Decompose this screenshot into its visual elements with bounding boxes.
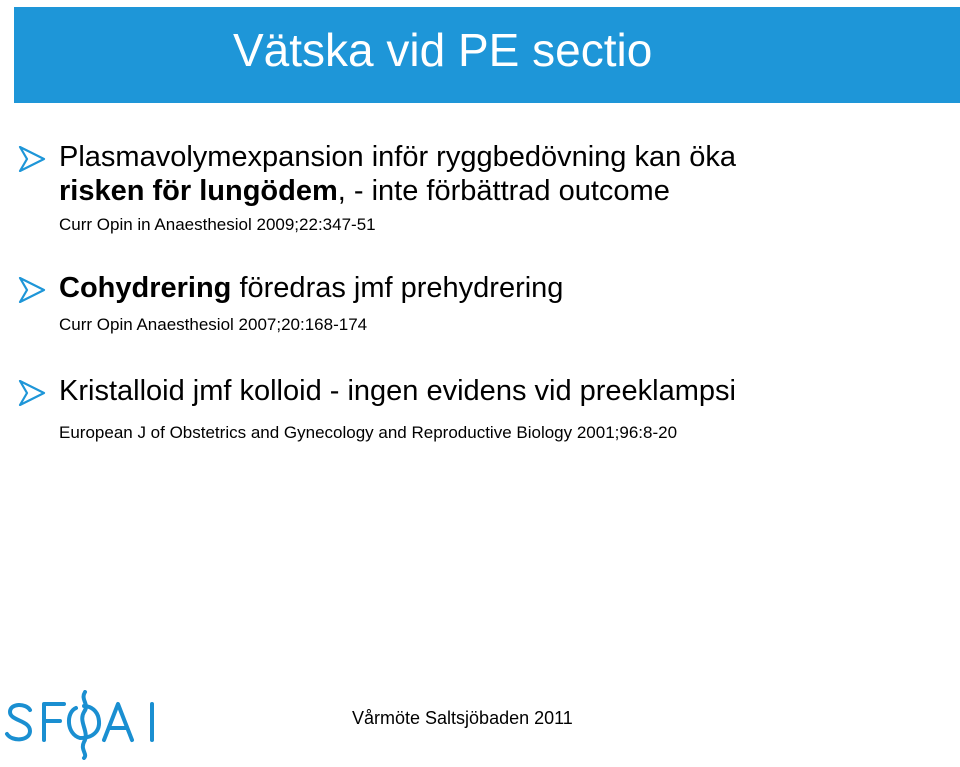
bullet-3-reference: European J of Obstetrics and Gynecology and Reproductive Biology 2001;96:8-20 — [59, 423, 678, 442]
footer-text: Vårmöte Saltsjöbaden 2011 — [352, 708, 573, 728]
bullet-3-line: Kristalloid jmf kolloid - ingen evidens vid preeklampsi — [59, 375, 736, 407]
bullet-1-line-2 — [59, 177, 670, 206]
arrowhead-bullet-icon — [18, 277, 46, 303]
arrowhead-bullet-icon — [18, 146, 46, 172]
slide-title: Vätska vid PE sectio — [233, 24, 653, 76]
bullet-2-line — [59, 274, 563, 303]
bullet-2-rest: föredras jmf prehydrering — [231, 272, 564, 304]
bullet-2-reference: Curr Opin Anaesthesiol 2007;20:168-174 — [59, 315, 368, 334]
sfoai-logo — [4, 690, 166, 760]
bullet-1-rest: , - inte förbättrad outcome — [337, 175, 670, 207]
bullet-1-reference: Curr Opin in Anaesthesiol 2009;22:347-51 — [59, 215, 376, 234]
bullet-2-emphasis: Cohydrering — [59, 272, 232, 304]
arrowhead-bullet-icon — [18, 380, 46, 406]
bullet-1-emphasis: risken för lungödem — [59, 175, 338, 207]
bullet-1-line-1: Plasmavolymexpansion inför ryggbedövning kan öka — [59, 141, 737, 173]
